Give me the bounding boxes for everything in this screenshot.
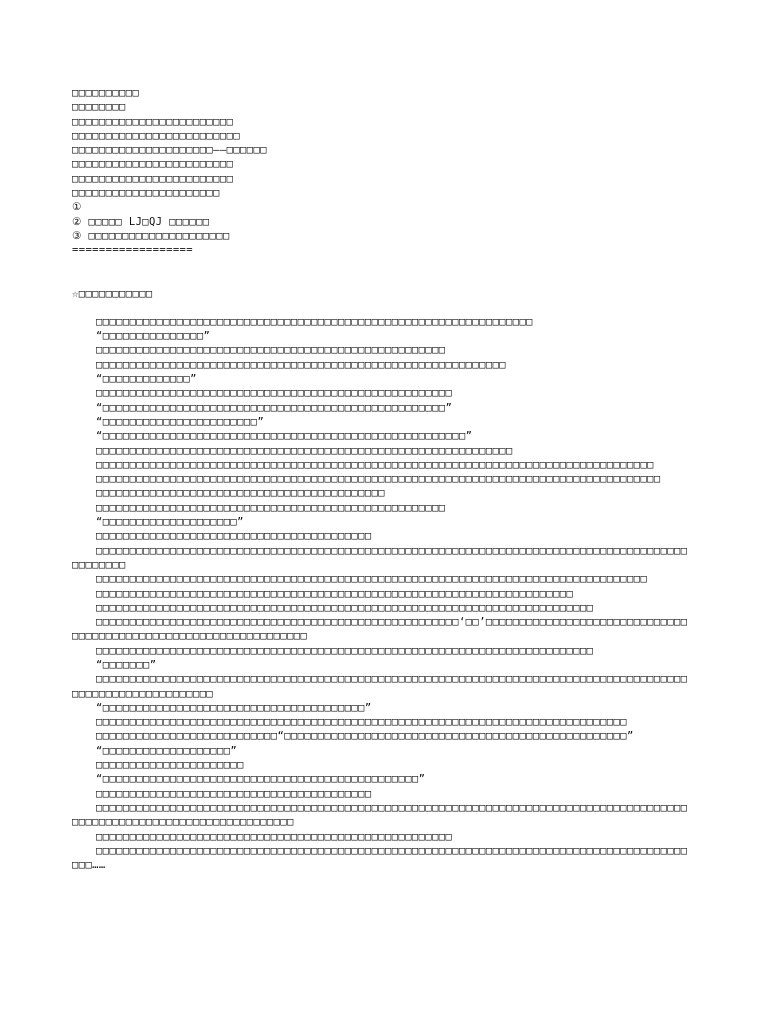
header-line: □□□□□□□□□□□□□□□□□□□□□□□□□ [72, 129, 241, 142]
paragraph: “□□□□□□□” [96, 658, 157, 671]
paragraph: “□□□□□□□□□□□□□□□” [96, 330, 211, 343]
paragraph: □□□□□□□□□□□□□□□□□□□□□□□□□□□□□□□□□□□□□□□□□□□□□□□□□□□□□□□□□□□□□□□□□□□□□□□□□□□□□□□ [96, 716, 628, 729]
paragraph: □□□□□□□□□□□□□□□□□□□□□□□□□□□□□□□□□□□□□□□□□□□□□□□□□□□□□□□□□□□□□□ [96, 444, 513, 457]
paragraph: □□□□□□□□□□□□□□□□□□□□□□□□□□□“□□□□□□□□□□□□□□□□□□□□□□□□□□□□□□□□□□□□□□□□□□□□□□□□□□□” [96, 730, 634, 743]
paragraph: □□□□□□□□□□□□□□□□□□□□□□□□□□□□□□□□□□□□□□□□□□□□□□□□□□□□□□□□□□□□□□□□□□□□□□□ [96, 587, 574, 600]
paragraph: □□□□□□□□□□□□□□□□□□□□□□□□□□□□□□□□□□□□□□□□□□□□□□□□□□□□□□□□□□□□□□□□□□□□□□□□□□□□□□□□□□□□□□□□□□□□□□□□ [72, 544, 688, 571]
section-title: ☆□□□□□□□□□□□ [72, 287, 153, 300]
paragraph: □□□□□□□□□□□□□□□□□□□□□□□□□□□□□□□□□□□□□□□□□□□□□□□□□□□□□□□□□□□□□□□□□□□□□□□□□□□□□□□□□□ [96, 573, 648, 586]
header-line: □□□□□□□□ [72, 101, 126, 114]
header-line: □□□□□□□□□□□□□□□□□□□□□□□□ [72, 158, 234, 171]
paragraph: □□□□□□□□□□□□□□□□□□□□□□□□□□□□□□□□□□□□□□□□□□□□□□□□□□□□□□□□□□□□□□□□□□□□□□□□□□□□□□□□□□□□□□□□□□□□□□□□□□□□□□□□□□□□□ [72, 673, 688, 700]
paragraph: □□□□□□□□□□□□□□□□□□□□□□□□□□□□□□□□□□□□□□□□□□□□□□□□□□□□ [96, 501, 446, 514]
paragraph: “□□□□□□□□□□□□□□□□□□□” [96, 744, 238, 757]
paragraph: □□□□□□□□□□□□□□□□□□□□□□□□□□□□□□□□□□□□□□□□□□□□□□□□□□□□□□□□□□□□□□□□□□□□□□□□□□□□□□□□□□□□□□□□□□□□□□□□□□□□□□□□□□□□□□□□□□□□□□□□□ [72, 801, 688, 829]
paragraph: □□□□□□□□□□□□□□□□□□□□□□□□□□□□□□□□□□□□□□□□□□□□□□□□□□□□□□‘□□’□□□□□□□□□□□□□□□□□□□□□□□□□□□□□□□□□□□□□□□□□□□□□□□□□□□□□□□□□□□□□□□□□ [72, 616, 688, 643]
paragraph: □□□□□□□□□□□□□□□□□□□□□□□□□□□□□□□□□□□□□□□□□□□ [96, 487, 386, 500]
header-line: □□□□□□□□□□□□□□□□□□□□□——□□□□□□ [72, 144, 267, 157]
document-body [72, 86, 692, 872]
paragraph: □□□□□□□□□□□□□□□□□□□□□□□□□□□□□□□□□□□□□□□□□□□□□□□□□□□□□ [96, 830, 453, 843]
header-separator: ================== [72, 244, 193, 257]
paragraph: □□□□□□□□□□□□□□□□□□□□□□ [96, 759, 244, 772]
paragraph: □□□□□□□□□□□□□□□□□□□□□□□□□□□□□□□□□□□□□□□□□□□□□□□□□□□□□□□□□□□□□□□□□ [96, 315, 533, 328]
header-line: □□□□□□□□□□□□□□□□□□□□□□ [72, 187, 220, 200]
paragraph: “□□□□□□□□□□□□□” [96, 373, 197, 386]
paragraph: □□□□□□□□□□□□□□□□□□□□□□□□□□□□□□□□□□□□□□□□□□□□□□□□□□□□ [96, 344, 446, 357]
paragraph: □□□□□□□□□□□□□□□□□□□□□□□□□□□□□□□□□□□□□□□□□ [96, 530, 372, 543]
paragraph: “□□□□□□□□□□□□□□□□□□□□” [96, 516, 244, 529]
paragraph: □□□□□□□□□□□□□□□□□□□□□□□□□□□□□□□□□□□□□□□□□ [96, 787, 372, 800]
spacer [72, 258, 692, 287]
header-list-item: ② □□□□□ LJ□QJ □□□□□□ [72, 215, 210, 228]
spacer [72, 301, 692, 315]
header-line: □□□□□□□□□□□□□□□□□□□□□□□□ [72, 172, 234, 185]
paragraph: □□□□□□□□□□□□□□□□□□□□□□□□□□□□□□□□□□□□□□□□□□□□□□□□□□□□□□□□□□□□□□□□□□□□□□□□□□□□□□□□□□□ [96, 458, 654, 471]
document-header [72, 86, 692, 258]
paragraph: □□□□□□□□□□□□□□□□□□□□□□□□□□□□□□□□□□□□□□□□□□□□□□□□□□□□□□□□□□□□□□□□□□□□□□□□□□□□□□□□□□□□□□□□□□□…… [72, 844, 688, 872]
paragraph: □□□□□□□□□□□□□□□□□□□□□□□□□□□□□□□□□□□□□□□□□□□□□□□□□□□□□□□□□□□□□□□□□□□□□□□□□□ [96, 601, 594, 614]
body-text [72, 315, 692, 873]
paragraph: “□□□□□□□□□□□□□□□□□□□□□□□□□□□□□□□□□□□□□□□□□□□□□□□□□□□” [96, 401, 453, 414]
paragraph: “□□□□□□□□□□□□□□□□□□□□□□□□□□□□□□□□□□□□□□□□□□□□□□□” [96, 773, 426, 786]
header-line: □□□□□□□□□□ [72, 87, 140, 99]
header-line: □□□□□□□□□□□□□□□□□□□□□□□□ [72, 115, 234, 128]
paragraph: “□□□□□□□□□□□□□□□□□□□□□□□” [96, 415, 265, 428]
header-list-item: ① [72, 201, 82, 214]
paragraph: □□□□□□□□□□□□□□□□□□□□□□□□□□□□□□□□□□□□□□□□□□□□□□□□□□□□□□□□□□□□□ [96, 358, 507, 371]
paragraph: “□□□□□□□□□□□□□□□□□□□□□□□□□□□□□□□□□□□□□□□” [96, 701, 372, 714]
paragraph: “□□□□□□□□□□□□□□□□□□□□□□□□□□□□□□□□□□□□□□□□□□□□□□□□□□□□□□” [96, 430, 473, 443]
paragraph: □□□□□□□□□□□□□□□□□□□□□□□□□□□□□□□□□□□□□□□□□□□□□□□□□□□□□□□□□□□□□□□□□□□□□□□□□□ [96, 644, 594, 657]
paragraph: □□□□□□□□□□□□□□□□□□□□□□□□□□□□□□□□□□□□□□□□□□□□□□□□□□□□□ [96, 387, 453, 400]
paragraph: □□□□□□□□□□□□□□□□□□□□□□□□□□□□□□□□□□□□□□□□□□□□□□□□□□□□□□□□□□□□□□□□□□□□□□□□□□□□□□□□□□□□ [96, 473, 661, 486]
header-list-item: ③ □□□□□□□□□□□□□□□□□□□□□ [72, 229, 230, 242]
